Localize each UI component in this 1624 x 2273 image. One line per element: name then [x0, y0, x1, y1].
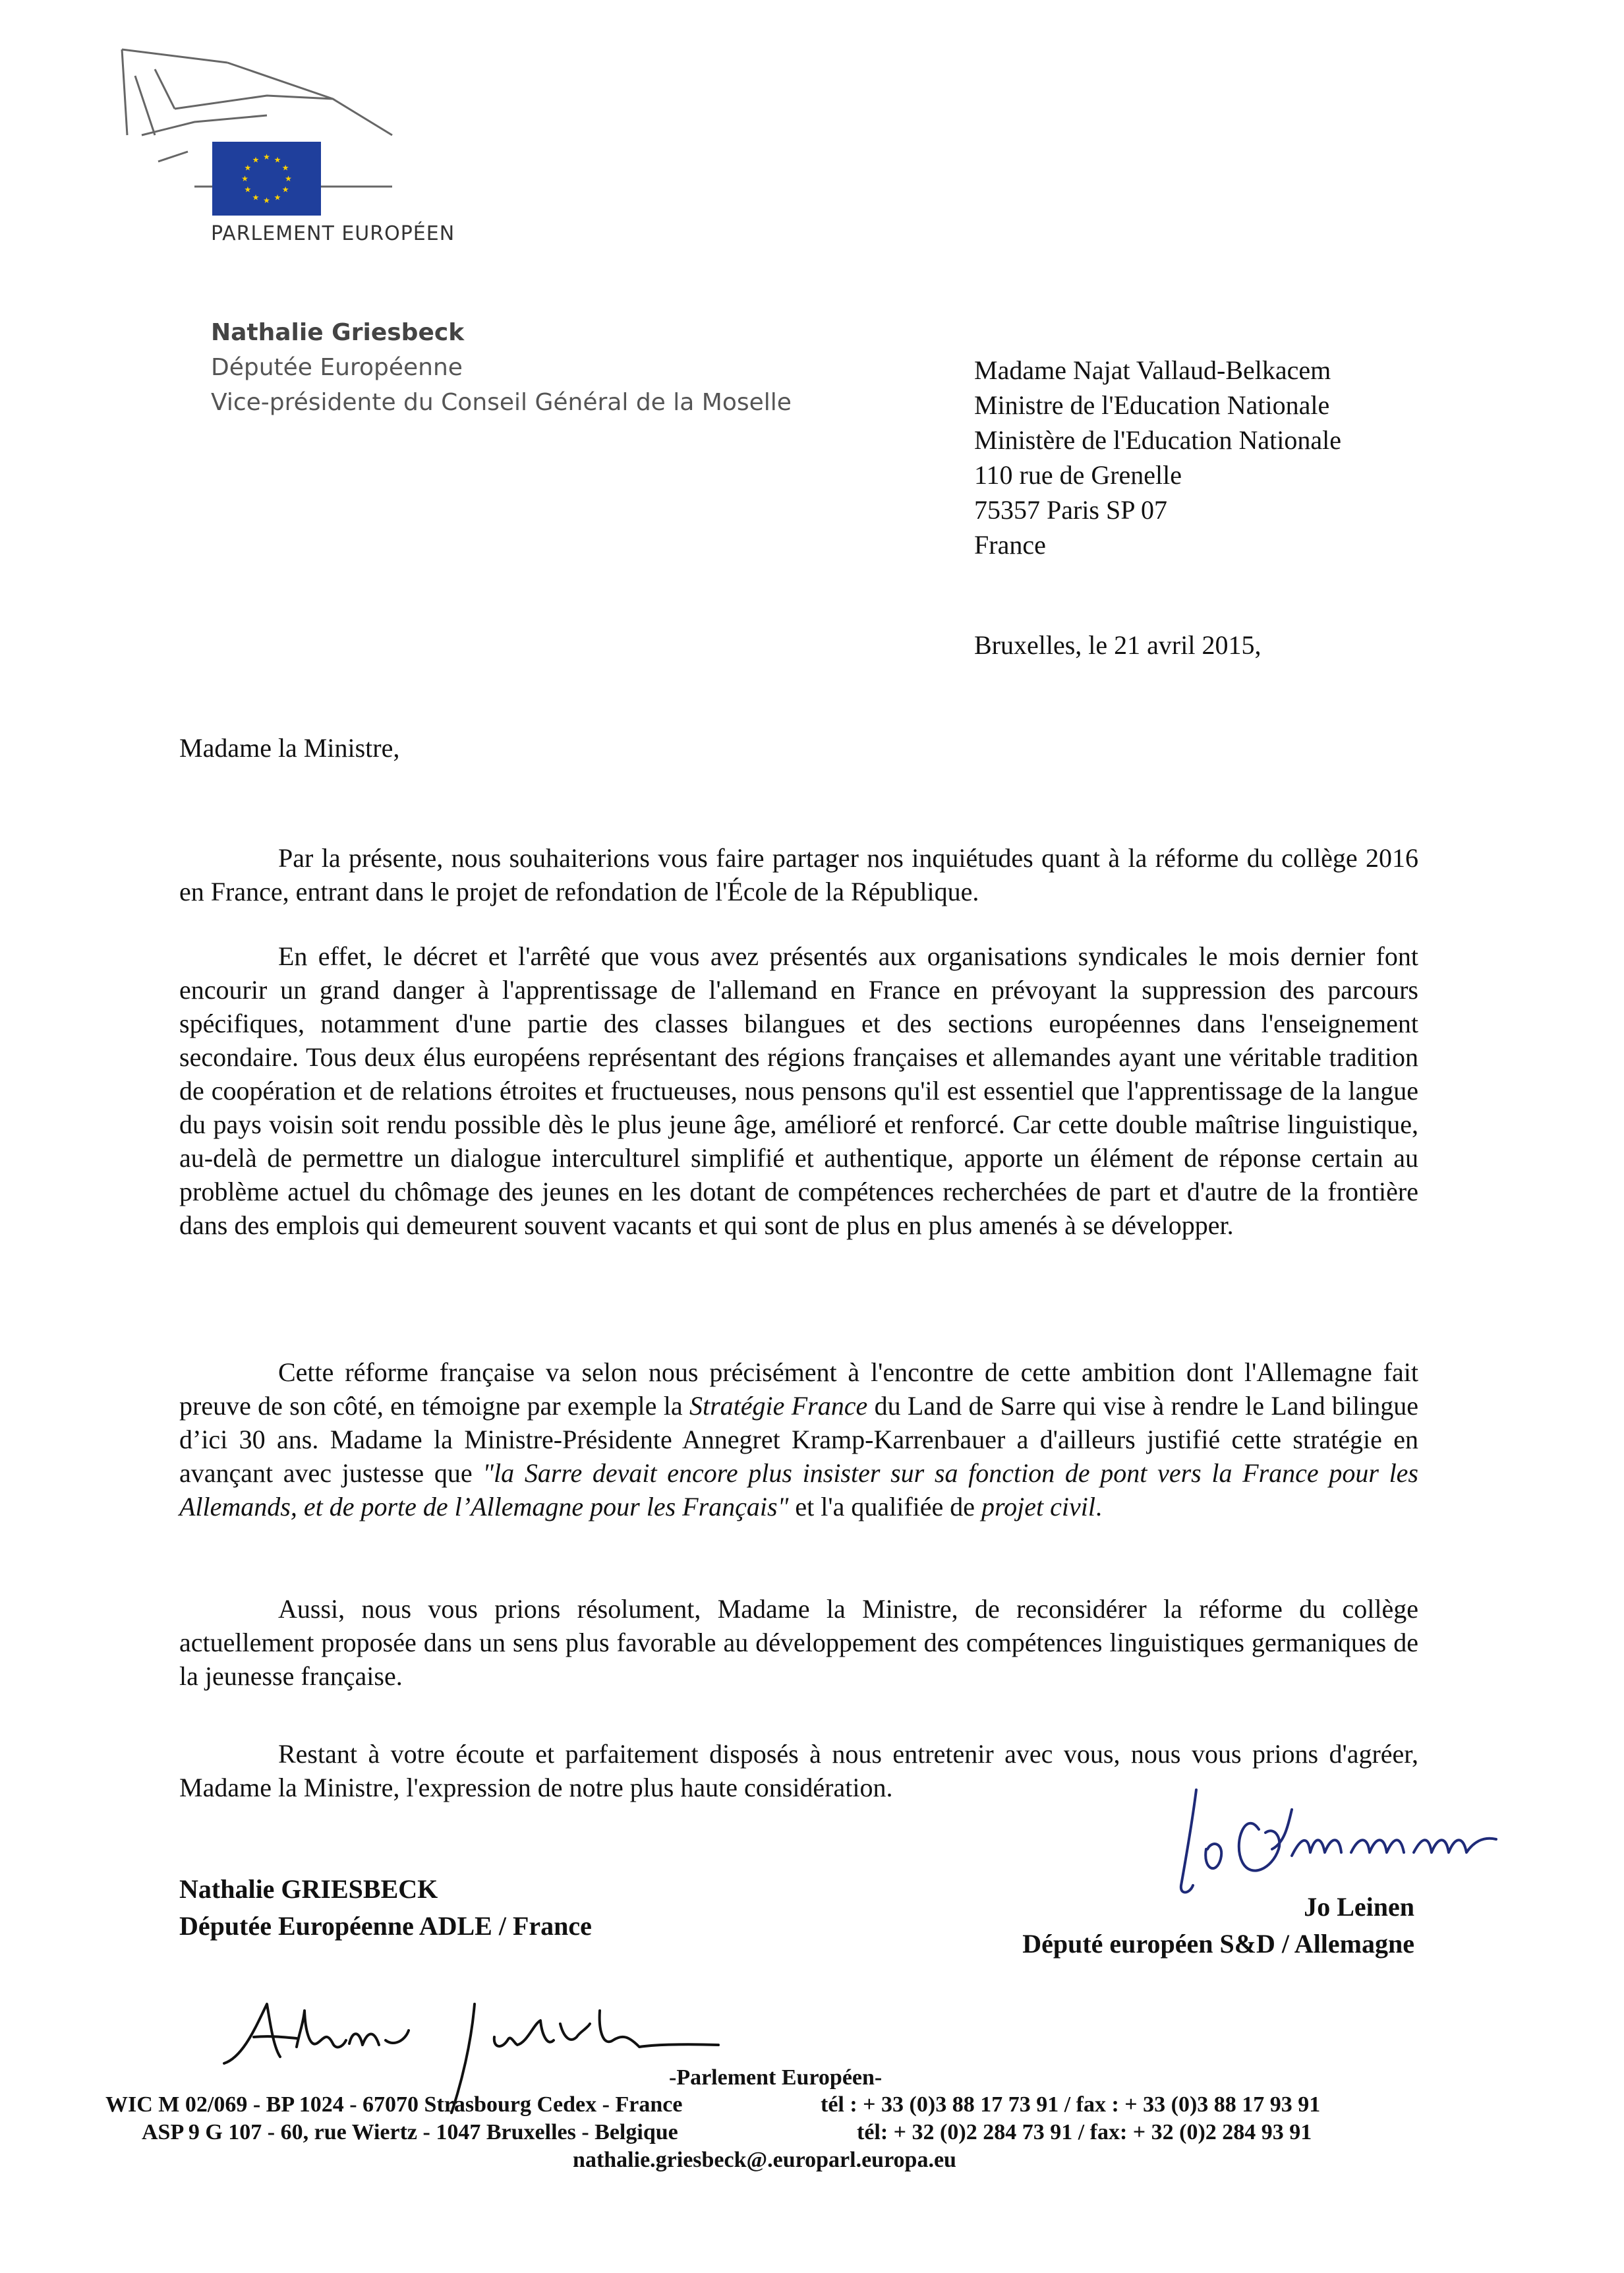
- footer-email-link[interactable]: nathalie.griesbeck@.europarl.europa.eu: [573, 2148, 956, 2172]
- signatory-right-name: Jo Leinen: [1304, 1892, 1414, 1922]
- recipient-line: 110 rue de Grenelle: [974, 460, 1182, 490]
- footer-address-strasbourg: WIC M 02/069 - BP 1024 - 67070 Strasbourg Cedex - France: [105, 2092, 683, 2117]
- eu-star-icon: ★: [285, 174, 292, 183]
- eu-star-icon: ★: [281, 163, 289, 173]
- eu-star-icon: ★: [252, 192, 260, 202]
- sender-name: Nathalie Griesbeck: [211, 319, 465, 346]
- p3-quote: "la Sarre devait encore plus insister sur sa fonction de pont vers la France pour les Allemands, et de porte de l’Allemagne pour les Français": [179, 1458, 1419, 1521]
- eu-star-icon: ★: [241, 174, 248, 183]
- recipient-line: Ministère de l'Education Nationale: [974, 425, 1342, 455]
- paragraph-3: [179, 1355, 1418, 1523]
- signature-jo-leinen: [1167, 1770, 1575, 1908]
- recipient-line: Ministre de l'Education Nationale: [974, 390, 1330, 420]
- eu-star-icon: ★: [252, 155, 260, 165]
- footer-organization: -Parlement Européen-: [669, 2065, 883, 2090]
- sender-title: Députée Européenne: [211, 354, 463, 381]
- organization-name: PARLEMENT EUROPÉEN: [211, 222, 455, 245]
- p3-text: et l'a qualifiée de: [788, 1492, 982, 1521]
- eu-star-icon: ★: [281, 185, 289, 194]
- footer-phone-strasbourg: tél : + 33 (0)3 88 17 73 91 / fax : + 33 (0)3 88 17 93 91: [821, 2092, 1321, 2117]
- sender-block: [211, 315, 792, 420]
- eu-star-icon: ★: [274, 192, 281, 202]
- eu-star-icon: ★: [244, 163, 252, 173]
- recipient-line: 75357 Paris SP 07: [974, 495, 1168, 525]
- eu-star-icon: ★: [244, 185, 252, 194]
- recipient-address: [974, 353, 1341, 562]
- paragraph-4: Aussi, nous vous prions résolument, Madame la Ministre, de reconsidérer la réforme du collège actuellement proposée dans un sens plus favorable au développement des compétences linguistiques germaniques de la jeunesse française.: [179, 1594, 1418, 1691]
- recipient-line: Madame Najat Vallaud-Belkacem: [974, 355, 1331, 385]
- footer-contact: [105, 2091, 1424, 2174]
- eu-flag-icon: [212, 142, 321, 216]
- recipient-line: France: [974, 530, 1046, 560]
- signatory-left-title: Députée Européenne ADLE / France: [179, 1911, 592, 1941]
- signatory-left: [179, 1871, 592, 1945]
- eu-star-icon: ★: [263, 152, 270, 162]
- footer-address-brussels: ASP 9 G 107 - 60, rue Wiertz - 1047 Bruxelles - Belgique: [142, 2120, 678, 2144]
- salutation: Madame la Ministre,: [179, 733, 400, 763]
- footer-phone-brussels: tél: + 32 (0)2 284 73 91 / fax: + 32 (0)2 284 93 91: [857, 2120, 1312, 2144]
- p3-text: du Land de Sarre qui vise à rendre le Land bilingue d’ici 30 ans. Madame la Ministre-Présidente Annegret Kramp-Karrenbauer a d'ailleurs justifié cette stratégie en avançant avec justesse que: [179, 1391, 1419, 1488]
- signatory-left-name: Nathalie GRIESBECK: [179, 1874, 438, 1904]
- p3-project-civil: projet civil: [981, 1492, 1095, 1521]
- paragraph-2: En effet, le décret et l'arrêté que vous avez présentés aux organisations syndicales le mois dernier font encourir un grand danger à l'apprentissage de l'allemand en France en prévoyant la suppression des parcours spécifiques, notamment d'une partie des classes bilangues et des sections européennes dans l'enseignement secondaire. Tous deux élus européens représentant des régions françaises et allemandes ayant une véritable tradition de coopération et de relations étroites et fructueuses, nous pensons qu'il est essentiel que l'apprentissage de la langue du pays voisin soit rendu possible dès le plus jeune âge, amélioré et renforcé. Car cette double maîtrise linguistique, au-delà de permettre un dialogue interculturel simplifié et authentique, apporte un élément de réponse certain au problème actuel du chômage des jeunes en les dotant de compétences recherchées de part et d'autre de la frontière dans des emplois qui demeurent souvent vacants et qui sont de plus en plus amenés à se développer.: [179, 941, 1418, 1240]
- signatory-right: [1022, 1889, 1414, 1963]
- signatory-right-title: Député européen S&D / Allemagne: [1022, 1929, 1414, 1959]
- eu-star-icon: ★: [274, 155, 281, 165]
- paragraph-1: Par la présente, nous souhaiterions vous faire partager nos inquiétudes quant à la réforme du collège 2016 en France, entrant dans le projet de refondation de l'École de la République.: [179, 843, 1418, 906]
- p3-strategy-title: Stratégie France: [689, 1391, 868, 1421]
- sender-subtitle: Vice-présidente du Conseil Général de la Moselle: [211, 389, 792, 416]
- date-line: Bruxelles, le 21 avril 2015,: [974, 630, 1262, 660]
- eu-star-icon: ★: [263, 196, 270, 205]
- p3-text: .: [1095, 1492, 1102, 1521]
- paragraph-5: Restant à votre écoute et parfaitement disposés à nous entretenir avec vous, nous vous prions d'agréer, Madame la Ministre, l'expression de notre plus haute considération.: [179, 1739, 1418, 1802]
- p3-text: Cette réforme française va selon nous précisément à l'encontre de cette ambition dont l'Allemagne fait preuve de son côté, en témoigne par exemple la: [179, 1357, 1418, 1421]
